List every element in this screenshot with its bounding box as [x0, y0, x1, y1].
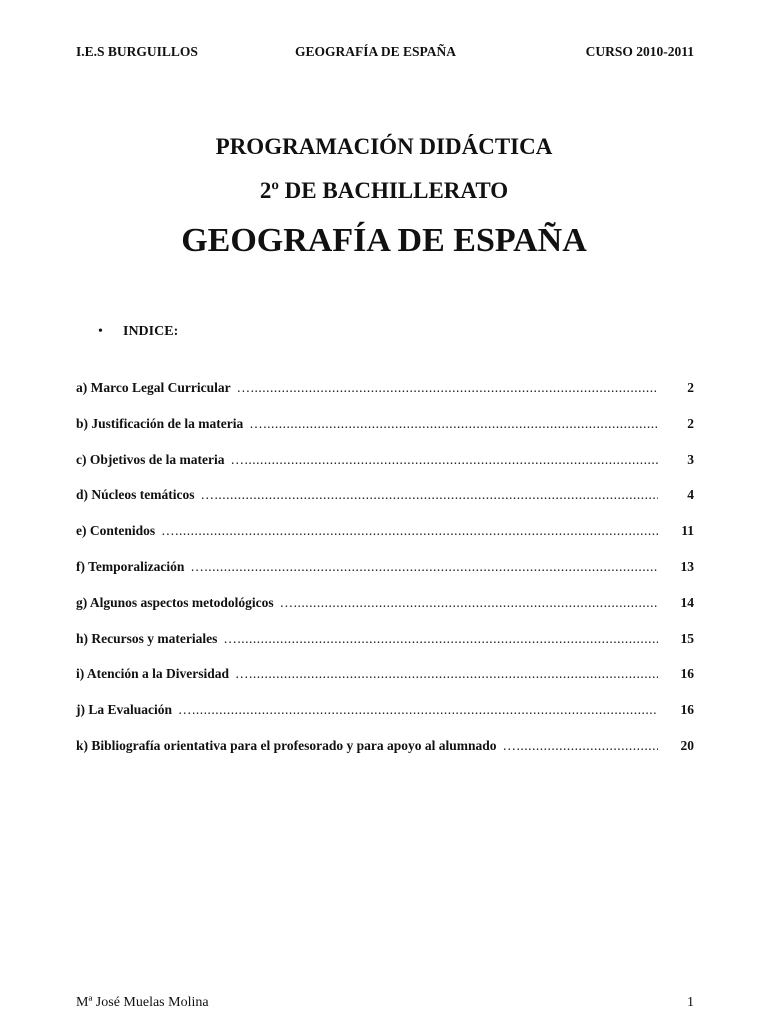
toc-item-page: 2	[687, 380, 694, 395]
header-school: I.E.S BURGUILLOS	[76, 44, 198, 59]
toc-item-label: f) Temporalización	[76, 558, 185, 574]
index-heading	[98, 324, 178, 340]
dot-leader	[223, 631, 658, 647]
toc-item	[76, 662, 694, 698]
toc-item-label: g) Algunos aspectos metodológicos	[76, 594, 274, 610]
toc-item-page: 11	[681, 523, 694, 539]
toc-item	[76, 555, 694, 591]
toc-item-label: c) Objetivos de la materia	[76, 451, 225, 467]
toc-item-label: e) Contenidos	[76, 523, 156, 539]
page-header	[0, 44, 768, 64]
toc-item-page: 15	[680, 630, 694, 646]
dot-leader	[280, 595, 658, 611]
document-subject-title: GEOGRAFÍA DE ESPAÑA	[181, 222, 587, 259]
toc-item	[76, 376, 694, 412]
dot-leader	[230, 452, 658, 468]
toc-item	[76, 734, 694, 770]
table-of-contents	[76, 376, 694, 770]
dot-leader	[178, 702, 658, 718]
dot-leader	[237, 380, 658, 396]
toc-item-label: b) Justificación de la materia	[76, 415, 244, 431]
toc-item	[76, 519, 694, 555]
toc-item-page: 4	[687, 487, 694, 503]
document-level: 2º DE BACHILLERATO	[259, 178, 509, 203]
index-heading-label: INDICE:	[123, 324, 179, 339]
toc-item	[76, 483, 694, 519]
toc-item-label: k) Bibliografía orientativa para el profesorado y para apoyo al alumnado	[76, 737, 497, 753]
dot-leader	[190, 559, 658, 575]
dot-leader	[235, 666, 658, 682]
toc-item-page: 13	[680, 558, 694, 574]
toc-item-page: 14	[680, 594, 694, 610]
toc-item	[76, 448, 694, 484]
toc-item-page: 20	[680, 737, 694, 753]
toc-item-page: 16	[680, 666, 694, 682]
toc-item-page: 16	[680, 702, 694, 718]
toc-item-page: 3	[687, 451, 694, 467]
toc-item	[76, 412, 694, 448]
toc-item-label: a) Marco Legal Curricular	[76, 380, 231, 395]
dot-leader	[200, 487, 658, 503]
dot-leader	[161, 523, 658, 539]
toc-item-label: d) Núcleos temáticos	[76, 487, 195, 503]
dot-leader	[249, 416, 658, 432]
header-subject: GEOGRAFÍA DE ESPAÑA	[295, 44, 457, 59]
bullet-icon: •	[98, 324, 103, 339]
dot-leader	[503, 738, 658, 754]
toc-item-label: j) La Evaluación	[76, 702, 173, 718]
toc-item-label: h) Recursos y materiales	[76, 630, 218, 646]
footer-author: Mª José Muelas Molina	[76, 995, 209, 1010]
footer-page-number: 1	[687, 995, 694, 1010]
toc-item	[76, 591, 694, 627]
toc-item-label: i) Atención a la Diversidad	[76, 666, 230, 682]
toc-item-page: 2	[687, 415, 694, 431]
toc-item	[76, 698, 694, 734]
header-course: CURSO 2010-2011	[585, 44, 694, 59]
document-title: PROGRAMACIÓN DIDÁCTICA	[215, 134, 553, 159]
toc-item	[76, 627, 694, 663]
